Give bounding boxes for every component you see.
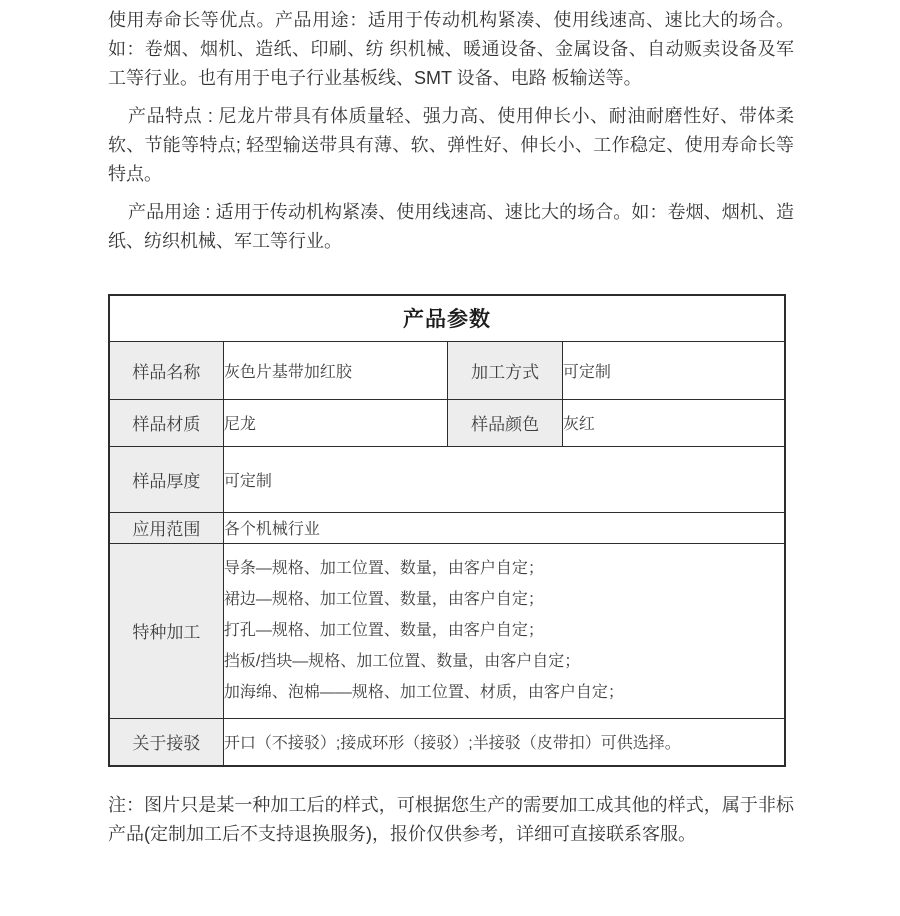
table-row-application-scope [109,512,785,543]
param-value-sample-material: 尼龙 [223,399,448,446]
footnote-text: 注：图片只是某一种加工后的样式，可根据您生产的需要加工成其他的样式，属于非标产品(定制加工后不支持退换服务)，报价仅供参考，详细可直接联系客服。 [108,795,794,844]
param-value-sample-thickness: 可定制 [223,446,785,512]
table-title: 产品参数 [109,295,785,341]
product-parameters-table [108,294,786,767]
table-row-sample-thickness [109,446,785,512]
param-label-sample-name: 样品名称 [109,341,223,399]
paragraph-product-use-1: 使用寿命长等优点。产品用途：适用于传动机构紧凑、使用线速高、速比大的场合。如：卷烟、烟机、造纸、印刷、纺 织机械、暖通设备、金属设备、自动贩卖设备及军工等行业。也有用于电子行业基板线、SMT 设备、电路 板输送等。 [108,10,794,88]
table-row-sample-name [109,341,785,399]
paragraph-product-use-2: 产品用途 : 适用于传动机构紧凑、使用线速高、速比大的场合。如：卷烟、烟机、造纸、纺织机械、军工等行业。 [108,202,794,251]
param-value-sample-color: 灰红 [562,399,785,446]
table-title-row [109,295,785,341]
special-processing-line: 裙边—规格、加工位置、数量，由客户自定； [223,591,544,608]
param-label-special-processing: 特种加工 [109,543,223,718]
table-row-sample-material [109,399,785,446]
special-processing-line: 挡板/挡块—规格、加工位置、数量，由客户自定； [223,653,581,670]
special-processing-line: 打孔—规格、加工位置、数量，由客户自定； [223,622,544,639]
table-row-special-processing [109,543,785,718]
param-value-processing-method: 可定制 [562,341,785,399]
param-label-processing-method: 加工方式 [448,341,562,399]
paragraph-product-features: 产品特点 : 尼龙片带具有体质量轻、强力高、使用伸长小、耐油耐磨性好、带体柔软、节能等特点; 轻型输送带具有薄、软、弹性好、伸长小、工作稳定、使用寿命长等特点。 [108,106,794,184]
param-value-splicing: 开口（不接驳）;接成环形（接驳）;半接驳（皮带扣）可供选择。 [223,718,785,766]
param-label-splicing: 关于接驳 [109,718,223,766]
param-label-application-scope: 应用范围 [109,512,223,543]
param-value-sample-name: 灰色片基带加红胶 [223,341,448,399]
param-value-special-processing [223,543,785,718]
param-label-sample-thickness: 样品厚度 [109,446,223,512]
param-value-application-scope: 各个机械行业 [223,512,785,543]
table-row-splicing [109,718,785,766]
special-processing-line: 加海绵、泡棉——规格、加工位置、材质，由客户自定； [223,684,624,701]
param-label-sample-color: 样品颜色 [448,399,562,446]
special-processing-line: 导条—规格、加工位置、数量，由客户自定； [223,560,544,577]
param-label-sample-material: 样品材质 [109,399,223,446]
